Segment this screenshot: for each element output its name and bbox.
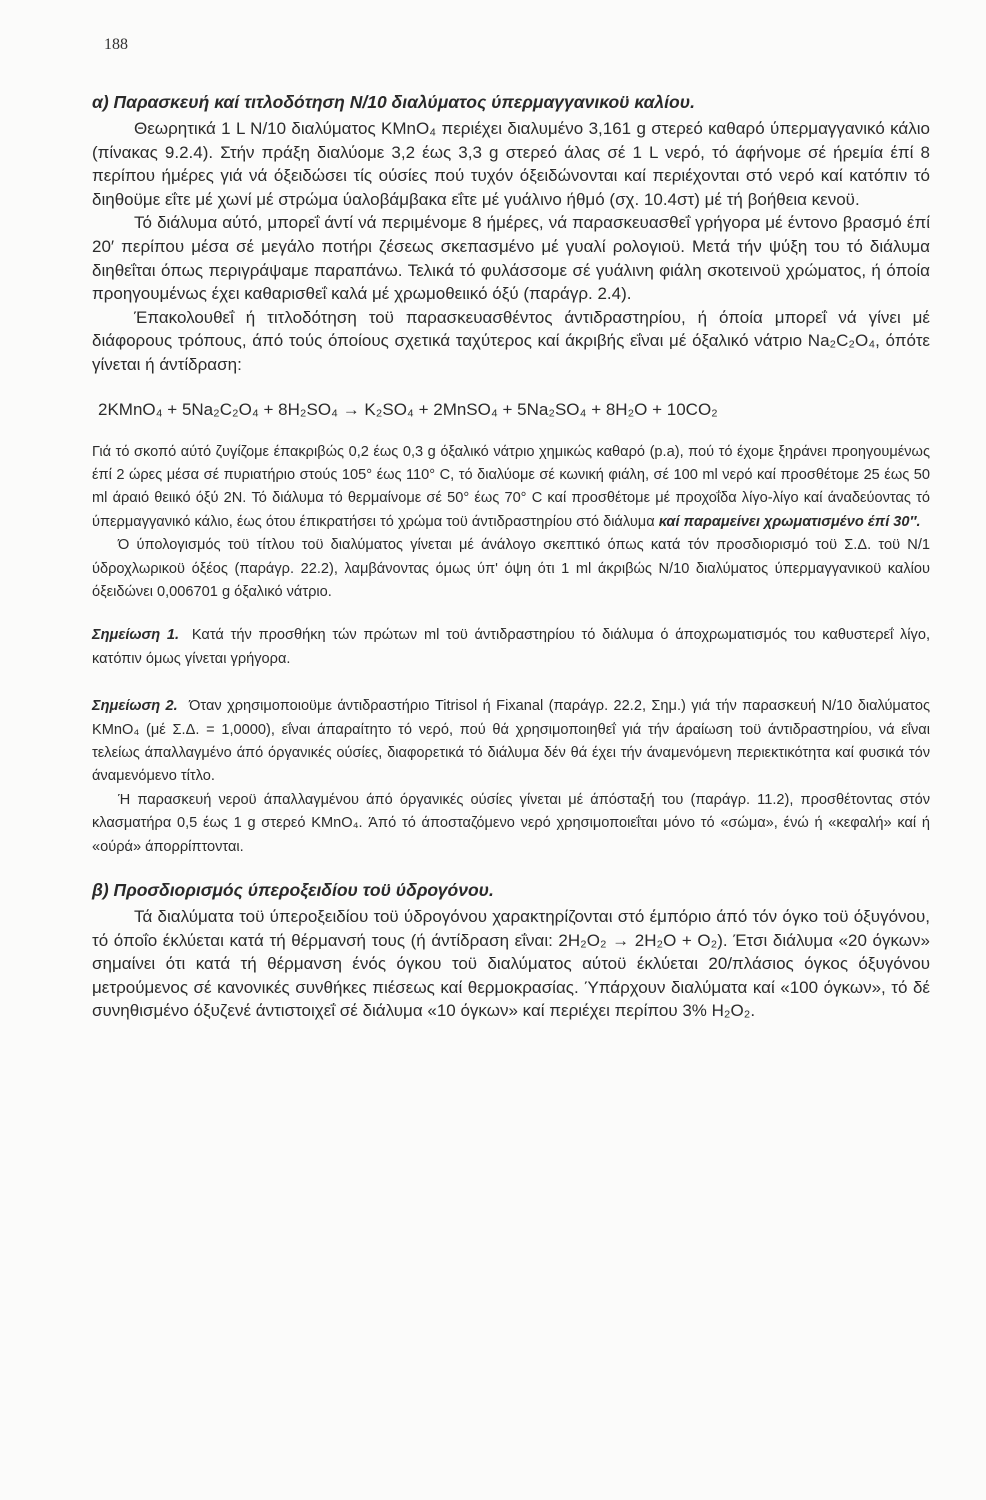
note-label: Σημείωση 2. (92, 698, 178, 715)
paragraph: Έπακολουθεΐ ή τιτλοδότηση τοϋ παρασκευασθέντος άντιδραστηρίου, ή όποία μπορεΐ νά γίνει μέ διάφορους τρόπους, άπό τούς όποίους σχετικά ταχύτερος καί άκριβής εΐναι μέ όξαλικό νάτριο Na₂C₂O₄, όπότε γίνεται ή άντίδραση: (92, 307, 930, 374)
procedure-text: Γιά τό σκοπό αύτό ζυγίζομε έπακριβώς 0,2 έως 0,3 g όξαλικό νάτριο χημικώς καθαρό (p.a), πού τό έχομε ξηράνει προηγουμένως έπί 2 ώρες μέσα σέ πυριατήριο στούς 105° έως 110° C, τό διαλύομε σέ κωνική φιάλη, σέ 100 ml νερό καί προσθέτομε 25 έως 50 ml άραιό θειικό όξύ 2N. Τό διάλυμα τό θερμαίνομε σέ 50° έως 70° C καί προσθέτομε μέ προχοΐδα λίγο-λίγο καί άναδεύοντας τό ύπερμαγγανικό κάλιο, έως ότου έπικρατήσει τό χρώμα τοϋ άντιδραστηρίου στό διάλυμα (92, 443, 930, 530)
paragraph: Ό ύπολογισμός τοϋ τίτλου τοϋ διαλύματος γίνεται μέ άνάλογο σκεπτικό όπως κατά τόν προσδιορισμό τοϋ Σ.Δ. τοϋ Ν/1 ύδροχλωρικοϋ όξέος (παράγρ. 22.2), λαμβάνοντας όμως ύπ' όψη ότι 1 ml άκριβώς Ν/10 διαλύματος ύπερμαγγανικοϋ καλίου όξειδώνει 0,006701 g όξαλικό νάτριο. (92, 537, 930, 600)
paragraph: Ή παρασκευή νεροϋ άπαλλαγμένου άπό όργανικές ούσίες γίνεται μέ άπόσταξή του (παράγρ. 11.2), προσθέτοντας στόν κλασματήρα 0,5 έως 1 g στερεό KMnO₄. Άπό τό άποσταζόμενο νερό χρησιμοποιεΐται μόνο τό «σώμα», ένώ ή «κεφαλή» καί ή «ούρά» άπορρίπτονται. (92, 791, 930, 855)
emphasis-text: καί παραμείνει χρωματισμένο έπί 30″. (658, 513, 921, 530)
note-label: Σημείωση 1. (92, 627, 180, 644)
page-number: 188 (104, 36, 128, 53)
page-content (92, 92, 930, 1023)
reaction-equation: 2KMnO₄ + 5Na₂C₂O₄ + 8H₂SO₄ → K₂SO₄ + 2MnSO₄ + 5Na₂SO₄ + 8H₂O + 10CO₂ (98, 399, 718, 419)
section-a-heading: α) Παρασκευή καί τιτλοδότηση Ν/10 διαλύματος ύπερμαγγανικοϋ καλίου. (92, 92, 695, 112)
note-2 (92, 695, 930, 789)
note-text: Όταν χρησιμοποιοϋμε άντιδραστήριο Titrisol ή Fixanal (παράγρ. 22.2, Σημ.) γιά τήν παρασκευή Ν/10 διαλύματος KMnO₄ (μέ Σ.Δ. = 1,0000), εΐναι άπαραίτητο τό νερό, πού θά χρησιμοποιηθεΐ γιά τήν άραίωση τοϋ άντιδραστηρίου, νά εΐναι τελείως άπαλλαγμένο άπό όργανικές ούσίες, διαφορετικά τό διάλυμα δέν θά έχει τήν άναμενόμενη περιεκτικότητα καί φυσικά τόν άναμενόμενο τίτλο. (92, 698, 930, 785)
section-b-heading: β) Προσδιορισμός ύπεροξειδίου τοϋ ύδρογόνου. (92, 880, 494, 901)
note-text: Κατά τήν προσθήκη τών πρώτων ml τοϋ άντιδραστηρίου τό διάλυμα ό άποχρωματισμός του καθυστερεΐ λίγο, κατόπιν όμως γίνεται γρήγορα. (92, 627, 931, 667)
paragraph: Θεωρητικά 1 L Ν/10 διαλύματος ΚΜnO₄ περιέχει διαλυμένο 3,161 g στερεό καθαρό ύπερμαγγανικό κάλιο (πίνακας 9.2.4). Στήν πράξη διαλύομε 3,2 έως 3,3 g στερεό άλας σέ 1 L νερό, τό άφήνομε σέ ήρεμία έπί 8 περίπου ήμέρες γιά νά όξειδώσει τίς ούσίες πού τυχόν όξειδώνονται καί περιέχονται στό νερό καί κατόπιν τό διηθοϋμε εΐτε μέ χωνί μέ στρώμα ύαλοβάμβακα εΐτε μέ γυάλινο ήθμό (σχ. 10.4στ) μέ τή βοήθεια κενοϋ. (92, 119, 930, 209)
paragraph: Τό διάλυμα αύτό, μπορεΐ άντί νά περιμένομε 8 ήμέρες, νά παρασκευασθεΐ γρήγορα μέ έντονο βρασμό έπί 20′ περίπου μέσα σέ μεγάλο ποτήρι ζέσεως σκεπασμένο μέ γυαλί ρολογιοϋ. Μετά τήν ψύξη του τό διάλυμα διηθεΐται όπως περιγράψαμε παραπάνω. Τελικά τό φυλάσσομε σέ γυάλινη φιάλη σκοτεινοϋ χρώματος, ή όποία προηγουμένως έχει καθαρισθεΐ καλά μέ χρωμοθειικό όξύ (παράγρ. 2.4). (92, 213, 930, 304)
paragraph: Τά διαλύματα τοϋ ύπεροξειδίου τοϋ ύδρογόνου χαρακτηρίζονται στό έμπόριο άπό τόν όγκο τοϋ όξυγόνου, τό όποΐο έκλύεται κατά τή θέρμανσή τους (ή άντίδραση εΐναι: 2H₂O₂ → 2H₂O + O₂). Έτσι διάλυμα «20 όγκων» σημαίνει ότι κατά τή θέρμανση ένός όγκου τοϋ διαλύματος αύτοϋ έκλύεται 20/πλάσιος όγκος όξυγόνου μετρούμενος σέ κανονικές συνθήκες πιέσεως καί θερμοκρασίας. Ύπάρχουν διαλύματα καί «100 όγκων», τό δέ συνηθισμένο όξυζενέ άντιστοιχεΐ σέ διάλυμα «10 όγκων» καί περιέχει περίπου 3% H₂O₂. (92, 907, 930, 1021)
note-1 (92, 624, 930, 671)
paragraph (92, 441, 930, 535)
